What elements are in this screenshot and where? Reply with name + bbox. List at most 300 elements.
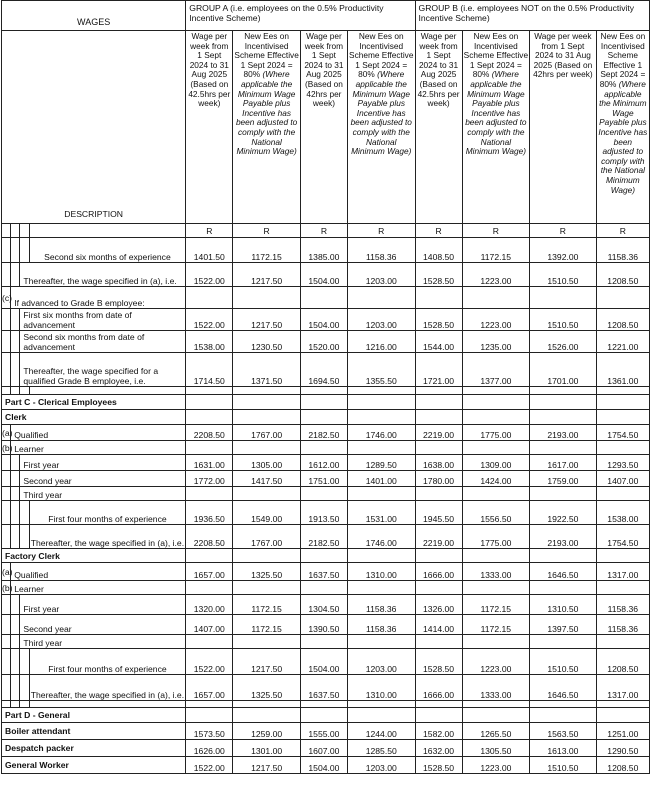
value-cell: 1617.00 (530, 455, 597, 471)
value-cell: 1754.50 (596, 525, 649, 549)
value-cell: 1390.50 (300, 615, 347, 635)
table-cell (11, 701, 20, 708)
table-row (2, 723, 650, 740)
value-cell (300, 581, 347, 595)
value-cell: 1701.00 (530, 353, 597, 387)
value-cell (415, 487, 462, 501)
value-cell (530, 441, 597, 455)
description-heading: DESCRIPTION (2, 31, 186, 224)
value-cell (415, 441, 462, 455)
value-cell: 1172.15 (462, 238, 530, 263)
table-cell (11, 331, 20, 353)
value-cell: 1613.00 (530, 740, 597, 757)
row-description: If advanced to Grade B employee: (11, 287, 186, 309)
table-row (2, 487, 650, 501)
value-cell: 1325.50 (233, 563, 301, 581)
table-cell (11, 635, 20, 649)
currency-cell: R (233, 224, 301, 238)
table-cell (415, 395, 462, 410)
table-cell (415, 708, 462, 723)
value-cell (462, 441, 530, 455)
value-cell: 2208.50 (186, 525, 233, 549)
table-cell (2, 387, 11, 395)
value-cell: 1759.00 (530, 471, 597, 487)
value-cell: 1414.00 (415, 615, 462, 635)
value-cell: 1646.50 (530, 675, 597, 701)
row-description: Thereafter, the wage specified in (a), i.e. (29, 525, 186, 549)
table-cell (20, 224, 29, 238)
value-cell: 1522.00 (186, 649, 233, 675)
value-cell: 1309.00 (462, 455, 530, 471)
column-heading: New Ees on Incentivised Scheme Effective 1 Sept 2024 = 80% (Where applicable the Minimum Wage Payable plus Incentive has been adjusted to comply with the National Minimum Wage) (462, 31, 530, 224)
value-cell: 1217.50 (233, 649, 301, 675)
value-cell: 1504.00 (300, 263, 347, 287)
table-cell (462, 708, 530, 723)
spacer-row (2, 701, 650, 708)
table-cell (11, 501, 20, 525)
value-cell: 1361.00 (596, 353, 649, 387)
value-cell: 1223.00 (462, 309, 530, 331)
table-cell (11, 353, 20, 387)
currency-cell: R (186, 224, 233, 238)
table-row (2, 595, 650, 615)
wage-table (1, 0, 650, 774)
value-cell: 1221.00 (596, 331, 649, 353)
table-cell (233, 395, 301, 410)
value-cell: 1408.50 (415, 238, 462, 263)
value-cell: 1235.00 (462, 331, 530, 353)
table-cell (347, 410, 415, 425)
row-marker: (a) (2, 425, 11, 441)
value-cell: 1355.50 (347, 353, 415, 387)
value-cell: 1510.50 (530, 263, 597, 287)
table-cell (462, 549, 530, 563)
value-cell: 1528.50 (415, 309, 462, 331)
value-cell: 1751.00 (300, 471, 347, 487)
table-cell (20, 675, 29, 701)
value-cell: 1208.50 (596, 309, 649, 331)
value-cell: 1305.50 (462, 740, 530, 757)
currency-cell: R (415, 224, 462, 238)
value-cell: 1563.50 (530, 723, 597, 740)
value-cell (596, 581, 649, 595)
value-cell: 2182.50 (300, 525, 347, 549)
column-heading: Wage per week from 1 Sept 2024 to 31 Aug 2025 (Based on 42hrs per week) (530, 31, 597, 224)
table-cell (530, 395, 597, 410)
table-cell (530, 708, 597, 723)
table-cell (2, 701, 11, 708)
value-cell: 1401.00 (347, 471, 415, 487)
currency-row (2, 224, 650, 238)
column-heading: Wage per week from 1 Sept 2024 to 31 Aug 2025 (Based on 42.5hrs per week) (186, 31, 233, 224)
value-cell: 1531.00 (347, 501, 415, 525)
row-description: Second six months from date of advancement (20, 331, 186, 353)
value-cell: 1203.00 (347, 263, 415, 287)
table-cell (596, 395, 649, 410)
table-cell (596, 410, 649, 425)
table-cell (20, 238, 29, 263)
value-cell (596, 287, 649, 309)
value-cell: 1310.00 (347, 675, 415, 701)
currency-cell: R (530, 224, 597, 238)
value-cell (530, 581, 597, 595)
row-description: Second year (20, 471, 186, 487)
value-cell: 1285.50 (347, 740, 415, 757)
table-row (2, 740, 650, 757)
value-cell (233, 487, 301, 501)
value-cell: 1208.50 (596, 263, 649, 287)
value-cell: 1289.50 (347, 455, 415, 471)
row-marker (2, 501, 11, 525)
value-cell: 1775.00 (462, 425, 530, 441)
table-cell (300, 549, 347, 563)
value-cell: 1666.00 (415, 563, 462, 581)
table-cell (300, 708, 347, 723)
value-cell (462, 581, 530, 595)
row-marker: (b) (2, 582, 13, 593)
table-cell (11, 615, 20, 635)
value-cell (596, 635, 649, 649)
value-cell: 1310.50 (530, 595, 597, 615)
table-cell (29, 224, 186, 238)
value-cell: 1637.50 (300, 675, 347, 701)
table-cell (596, 701, 649, 708)
value-cell (347, 287, 415, 309)
value-cell: 1626.00 (186, 740, 233, 757)
value-cell: 1631.00 (186, 455, 233, 471)
value-cell (415, 635, 462, 649)
value-cell: 1666.00 (415, 675, 462, 701)
row-description: Thereafter, the wage specified for a qualified Grade B employee, i.e. (20, 353, 186, 387)
value-cell: 1746.00 (347, 425, 415, 441)
row-description: Second year (20, 615, 186, 635)
table-row (2, 471, 650, 487)
column-heading: New Ees on Incentivised Scheme Effective 1 Sept 2024 = 80% (Where applicable the Minimum Wage Payable plus Incentive has been adjusted to comply with the National Minimum Wage) (347, 31, 415, 224)
value-cell (186, 287, 233, 309)
value-cell: 1158.36 (596, 595, 649, 615)
table-cell (11, 675, 20, 701)
table-cell (596, 549, 649, 563)
row-description: First six months from date of advancement (20, 309, 186, 331)
table-cell (415, 410, 462, 425)
value-cell (347, 441, 415, 455)
value-cell: 1158.36 (347, 595, 415, 615)
value-cell (186, 487, 233, 501)
table-row (2, 287, 650, 309)
value-cell: 1217.50 (233, 309, 301, 331)
table-cell (347, 387, 415, 395)
value-cell: 1203.00 (347, 649, 415, 675)
value-cell: 1259.00 (233, 723, 301, 740)
table-cell (11, 649, 20, 675)
value-cell: 1265.50 (462, 723, 530, 740)
value-cell: 1333.00 (462, 675, 530, 701)
table-row (2, 263, 650, 287)
row-description: First four months of experience (29, 501, 186, 525)
value-cell (233, 441, 301, 455)
value-cell: 1556.50 (462, 501, 530, 525)
value-cell: 1301.00 (233, 740, 301, 757)
table-cell (186, 708, 233, 723)
group-a-heading: GROUP A (i.e. employees on the 0.5% Productivity Incentive Scheme) (186, 1, 415, 31)
value-cell: 1638.00 (415, 455, 462, 471)
table-cell (29, 387, 186, 395)
value-cell: 1767.00 (233, 525, 301, 549)
value-cell: 1172.15 (233, 615, 301, 635)
row-description: Despatch packer (2, 740, 186, 757)
value-cell: 1528.50 (415, 757, 462, 774)
value-cell: 1392.00 (530, 238, 597, 263)
spacer-row (2, 387, 650, 395)
table-row (2, 581, 650, 595)
table-cell (415, 549, 462, 563)
value-cell: 1203.00 (347, 309, 415, 331)
row-marker (2, 525, 11, 549)
value-cell: 1217.50 (233, 263, 301, 287)
table-row (2, 238, 650, 263)
value-cell: 1504.00 (300, 649, 347, 675)
table-cell (596, 708, 649, 723)
value-cell: 1401.50 (186, 238, 233, 263)
table-cell (462, 410, 530, 425)
table-cell (186, 387, 233, 395)
row-description: General Worker (2, 757, 186, 774)
table-row (2, 675, 650, 701)
value-cell (300, 287, 347, 309)
currency-cell: R (300, 224, 347, 238)
row-marker (2, 487, 11, 501)
value-cell: 2193.00 (530, 525, 597, 549)
section-row (2, 395, 650, 410)
table-cell (415, 387, 462, 395)
value-cell: 1522.00 (186, 309, 233, 331)
value-cell: 1385.00 (300, 238, 347, 263)
row-description: First year (20, 455, 186, 471)
value-cell: 1407.00 (186, 615, 233, 635)
value-cell: 1217.50 (233, 757, 301, 774)
table-cell (29, 701, 186, 708)
row-marker (2, 353, 11, 387)
value-cell: 1510.50 (530, 309, 597, 331)
group-b-heading: GROUP B (i.e. employees NOT on the 0.5% Productivity Incentive Scheme) (415, 1, 649, 31)
table-cell (300, 395, 347, 410)
value-cell: 1922.50 (530, 501, 597, 525)
value-cell: 2219.00 (415, 525, 462, 549)
row-marker (2, 649, 11, 675)
value-cell (300, 487, 347, 501)
value-cell: 1407.00 (596, 471, 649, 487)
value-cell: 1172.15 (233, 238, 301, 263)
table-cell (233, 410, 301, 425)
table-cell (530, 387, 597, 395)
value-cell: 1223.00 (462, 263, 530, 287)
row-marker (2, 455, 11, 471)
table-cell (11, 309, 20, 331)
table-cell (233, 387, 301, 395)
value-cell (233, 581, 301, 595)
value-cell (300, 635, 347, 649)
value-cell: 1172.15 (462, 615, 530, 635)
row-marker (2, 471, 11, 487)
value-cell (530, 287, 597, 309)
section-heading: Part D - General (2, 708, 186, 723)
row-marker (2, 331, 11, 353)
row-description: Thereafter, the wage specified in (a), i.e. (20, 263, 186, 287)
value-cell: 1573.50 (186, 723, 233, 740)
value-cell (596, 441, 649, 455)
row-description: Boiler attendant (2, 723, 186, 740)
value-cell (233, 287, 301, 309)
value-cell: 1746.00 (347, 525, 415, 549)
value-cell: 1612.00 (300, 455, 347, 471)
value-cell: 1326.00 (415, 595, 462, 615)
value-cell: 1528.50 (415, 263, 462, 287)
value-cell: 1397.50 (530, 615, 597, 635)
table-row (2, 563, 650, 581)
row-marker: (a) (2, 563, 11, 581)
table-cell (415, 701, 462, 708)
value-cell: 1293.50 (596, 455, 649, 471)
table-cell (530, 549, 597, 563)
value-cell: 1721.00 (415, 353, 462, 387)
value-cell: 1657.00 (186, 563, 233, 581)
value-cell: 1549.00 (233, 501, 301, 525)
value-cell: 1172.15 (233, 595, 301, 615)
value-cell: 1544.00 (415, 331, 462, 353)
value-cell (186, 581, 233, 595)
value-cell: 2182.50 (300, 425, 347, 441)
wages-heading: WAGES (2, 1, 186, 31)
row-marker (2, 309, 11, 331)
table-cell (462, 701, 530, 708)
value-cell (186, 441, 233, 455)
value-cell: 1317.00 (596, 563, 649, 581)
currency-cell: R (462, 224, 530, 238)
value-cell: 1913.50 (300, 501, 347, 525)
value-cell (415, 287, 462, 309)
section-heading: Clerk (2, 410, 186, 425)
value-cell: 1504.00 (300, 757, 347, 774)
value-cell: 1538.00 (596, 501, 649, 525)
column-heading: New Ees on Incentivised Scheme Effective 1 Sept 2024 = 80% (Where applicable the Minimum Wage Payable plus Incentive has been adjusted to comply with the National Minimum Wage) (596, 31, 649, 224)
table-cell (186, 410, 233, 425)
row-description: Learner (11, 441, 186, 455)
value-cell: 1251.00 (596, 723, 649, 740)
table-cell (20, 701, 29, 708)
value-cell: 1510.50 (530, 649, 597, 675)
table-cell (20, 649, 29, 675)
table-cell (347, 708, 415, 723)
value-cell: 1657.00 (186, 675, 233, 701)
value-cell: 1158.36 (347, 615, 415, 635)
value-cell: 1244.00 (347, 723, 415, 740)
table-cell (20, 525, 29, 549)
value-cell: 2219.00 (415, 425, 462, 441)
value-cell (347, 487, 415, 501)
value-cell: 2208.50 (186, 425, 233, 441)
section-heading: Factory Clerk (2, 549, 186, 563)
value-cell: 1158.36 (596, 615, 649, 635)
table-cell (11, 595, 20, 615)
table-cell (11, 263, 20, 287)
value-cell (462, 635, 530, 649)
value-cell: 1694.50 (300, 353, 347, 387)
value-cell: 1767.00 (233, 425, 301, 441)
table-cell (300, 410, 347, 425)
value-cell: 1320.00 (186, 595, 233, 615)
value-cell: 1223.00 (462, 757, 530, 774)
table-row (2, 353, 650, 387)
row-marker (2, 615, 11, 635)
table-cell (11, 238, 20, 263)
table-cell (11, 224, 20, 238)
value-cell: 1607.00 (300, 740, 347, 757)
value-cell: 1208.50 (596, 757, 649, 774)
section-row (2, 549, 650, 563)
value-cell: 1526.00 (530, 331, 597, 353)
table-row (2, 331, 650, 353)
row-description: Second six months of experience (29, 238, 186, 263)
value-cell: 1305.00 (233, 455, 301, 471)
value-cell (233, 635, 301, 649)
value-cell (347, 635, 415, 649)
column-heading: Wage per week from 1 Sept 2024 to 31 Aug 2025 (Based on 42.5hrs per week) (415, 31, 462, 224)
value-cell: 1945.50 (415, 501, 462, 525)
table-row (2, 615, 650, 635)
row-description: Third year (20, 635, 186, 649)
value-cell: 1522.00 (186, 263, 233, 287)
table-cell (462, 387, 530, 395)
value-cell (415, 581, 462, 595)
table-row (2, 501, 650, 525)
table-cell (186, 395, 233, 410)
value-cell (596, 487, 649, 501)
value-cell: 1310.00 (347, 563, 415, 581)
value-cell (347, 581, 415, 595)
table-cell (233, 708, 301, 723)
table-cell (300, 387, 347, 395)
table-cell (347, 701, 415, 708)
value-cell: 1230.50 (233, 331, 301, 353)
table-cell (347, 549, 415, 563)
table-cell (530, 410, 597, 425)
value-cell: 1632.00 (415, 740, 462, 757)
table-cell (11, 487, 20, 501)
value-cell: 1172.15 (462, 595, 530, 615)
column-heading: New Ees on Incentivised Scheme Effective 1 Sept 2024 = 80% (Where applicable the Minimum Wage Payable plus Incentive has been adjusted to comply with the National Minimum Wage) (233, 31, 301, 224)
table-row (2, 649, 650, 675)
value-cell: 1555.00 (300, 723, 347, 740)
table-cell (186, 549, 233, 563)
section-heading: Part C - Clerical Employees (2, 395, 186, 410)
row-description: Thereafter, the wage specified in (a), i.e. (29, 675, 186, 701)
value-cell: 1772.00 (186, 471, 233, 487)
table-cell (347, 395, 415, 410)
value-cell: 1216.00 (347, 331, 415, 353)
table-cell (233, 701, 301, 708)
table-row (2, 757, 650, 774)
value-cell: 1538.00 (186, 331, 233, 353)
value-cell (530, 635, 597, 649)
value-cell: 1637.50 (300, 563, 347, 581)
value-cell: 1158.36 (347, 238, 415, 263)
value-cell: 1208.50 (596, 649, 649, 675)
value-cell: 1714.50 (186, 353, 233, 387)
table-cell (530, 701, 597, 708)
value-cell: 1304.50 (300, 595, 347, 615)
table-cell (20, 501, 29, 525)
table-row (2, 309, 650, 331)
